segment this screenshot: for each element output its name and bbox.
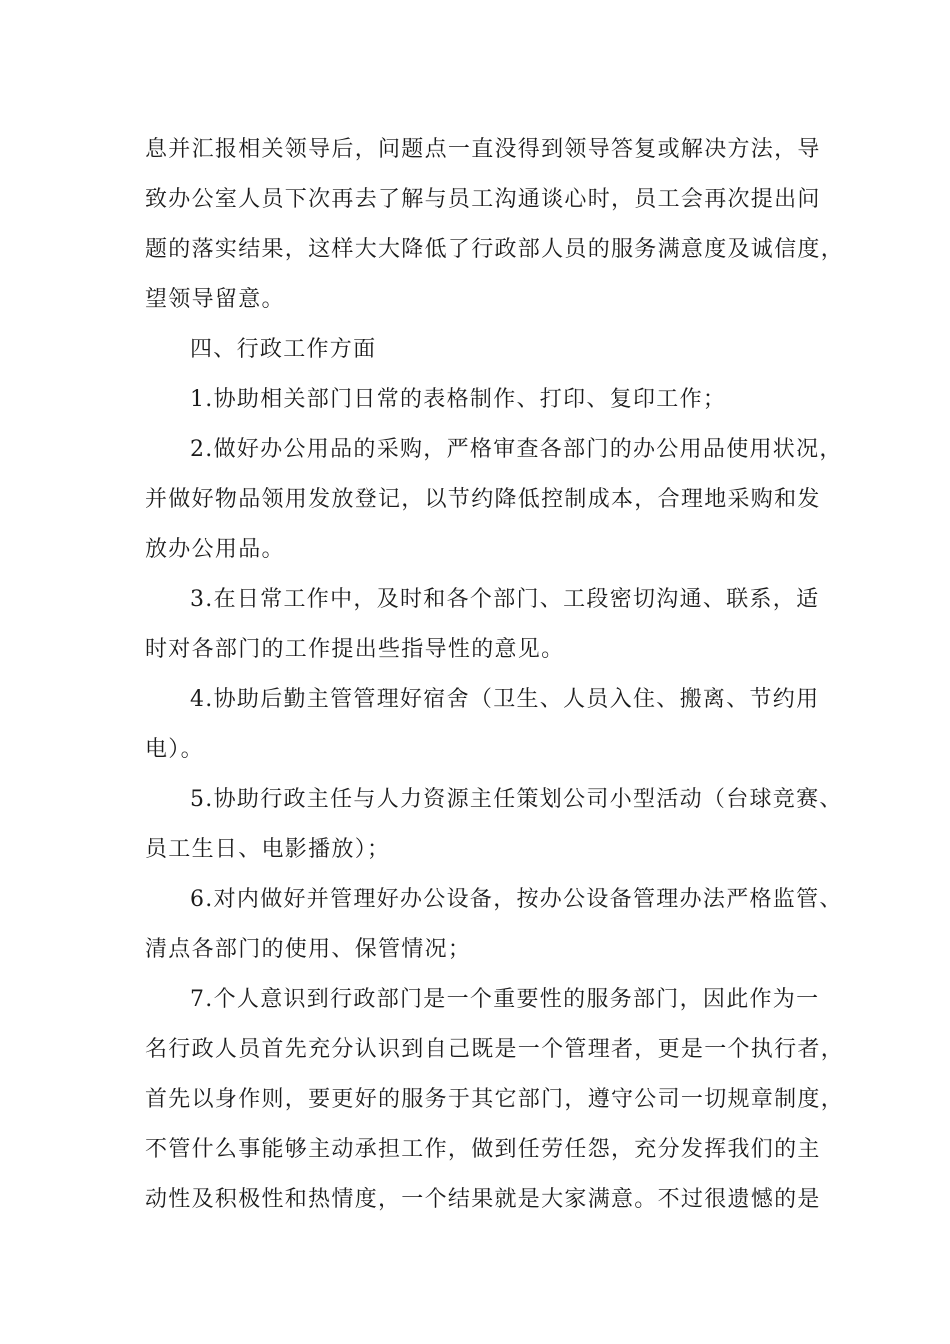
text-line: 时对各部门的工作提出些指导性的意见。 — [145, 637, 565, 662]
text-line: 致办公室人员下次再去了解与员工沟通谈心时，员工会再次提出问 — [145, 187, 821, 212]
text-line: 电）。 — [145, 737, 204, 762]
text-line: 员工生日、电影播放）； — [145, 837, 391, 862]
text-line: 不管什么事能够主动承担工作，做到任劳任怨，充分发挥我们的主 — [145, 1137, 821, 1162]
text-line: 名行政人员首先充分认识到自己既是一个管理者，更是一个执行者， — [145, 1037, 845, 1062]
text-line: 题的落实结果，这样大大降低了行政部人员的服务满意度及诚信度， — [145, 237, 845, 262]
list-item: 6.对内做好并管理好办公设备，按办公设备管理办法严格监管、 — [190, 887, 843, 912]
list-item: 2.做好办公用品的采购，严格审查各部门的办公用品使用状况， — [190, 437, 843, 462]
text-line: 并做好物品领用发放登记，以节约降低控制成本，合理地采购和发 — [145, 487, 821, 512]
list-item: 1.协助相关部门日常的表格制作、打印、复印工作； — [190, 387, 727, 412]
text-line: 动性及积极性和热情度，一个结果就是大家满意。不过很遗憾的是 — [145, 1187, 821, 1212]
text-line: 望领导留意。 — [145, 287, 285, 312]
text-line: 息并汇报相关领导后，问题点一直没得到领导答复或解决方法，导 — [145, 137, 821, 162]
list-item: 3.在日常工作中，及时和各个部门、工段密切沟通、联系，适 — [190, 587, 820, 612]
list-item: 5.协助行政主任与人力资源主任策划公司小型活动（台球竞赛、 — [190, 787, 843, 812]
text-line: 清点各部门的使用、保管情况； — [145, 937, 472, 962]
list-item: 7.个人意识到行政部门是一个重要性的服务部门，因此作为一 — [190, 987, 820, 1012]
text-line: 首先以身作则，要更好的服务于其它部门，遵守公司一切规章制度， — [145, 1087, 845, 1112]
list-item: 4.协助后勤主管管理好宿舍（卫生、人员入住、搬离、节约用 — [190, 687, 820, 712]
text-line: 放办公用品。 — [145, 537, 285, 562]
section-heading: 四、行政工作方面 — [190, 337, 377, 362]
